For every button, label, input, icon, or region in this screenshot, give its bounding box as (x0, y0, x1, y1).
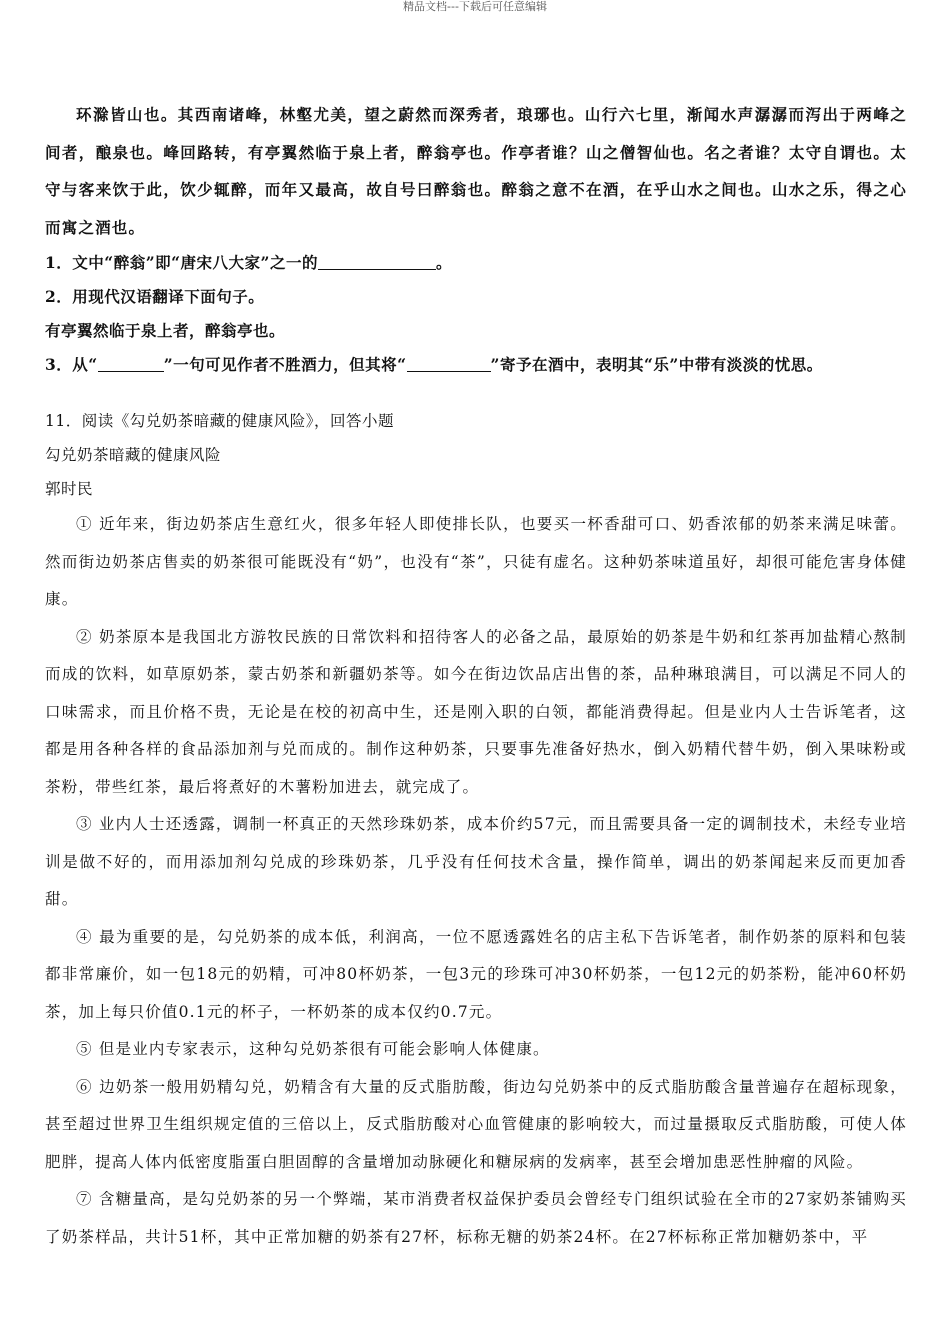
question-1-end: 。 (435, 253, 452, 272)
answer-blank-1[interactable] (318, 254, 436, 271)
article-paragraph-2: ② 奶茶原本是我国北方游牧民族的日常饮料和招待客人的必备之品，最原始的奶茶是牛奶和红茶再加盐精心熬制而成的饮料，如草原奶茶，蒙古奶茶和新疆奶茶等。如今在街边饮品店出售的茶，品种琳琅满目，可以满足不同人的口味需求，而且价格不贵，无论是在校的初高中生，还是刚入职的白领，都能消费得起。但是业内人士告诉笔者，这都是用各种各样的食品添加剂与兑而成的。制作这种奶茶，只要事先准备好热水，倒入奶精代替牛奶，倒入果味粉或茶粉，带些红茶，最后将煮好的木薯粉加进去，就完成了。 (45, 627, 907, 796)
section-gap (45, 382, 907, 404)
article-paragraph-6: ⑥ 边奶茶一般用奶精勾兑，奶精含有大量的反式脂肪酸，街边勾兑奶茶中的反式脂肪酸含量普遍存在超标现象，甚至超过世界卫生组织规定值的三倍以上，反式脂肪酸对心血管健康的影响较大，而过量摄取反式脂肪酸，可使人体肥胖，提高人体内低密度脂蛋白胆固醇的含量增加动脉硬化和糖尿病的发病率，甚至会增加患恶性肿瘤的风险。 (45, 1077, 907, 1171)
classical-passage: 环滁皆山也。其西南诸峰，林壑尤美，望之蔚然而深秀者，琅琊也。山行六七里，渐闻水声潺潺而泻出于两峰之间者，酿泉也。峰回路转，有亭翼然临于泉上者，醉翁亭也。作亭者谁？山之僧智仙也。名之者谁？太守自谓也。太守与客来饮于此，饮少辄醉，而年又最高，故自号曰醉翁也。醉翁之意不在酒，在乎山水之间也。山水之乐，得之心而寓之酒也。 (45, 105, 907, 237)
article-paragraph-4: ④ 最为重要的是，勾兑奶茶的成本低，利润高，一位不愿透露姓名的店主私下告诉笔者，制作奶茶的原料和包装都非常廉价，如一包18元的奶精，可冲80杯奶茶，一包3元的珍珠可冲30杯奶茶，一包12元的奶茶粉，能冲60杯奶茶，加上每只价值0.1元的杯子，一杯奶茶的成本仅约0.7元。 (45, 927, 907, 1021)
article-paragraph-7: ⑦ 含糖量高，是勾兑奶茶的另一个弊端，某市消费者权益保护委员会曾经专门组织试验在全市的27家奶茶铺购买了奶茶样品，共计51杯，其中正常加糖的奶茶有27杯，标称无糖的奶茶24杯。在27杯标称正常加糖奶茶中，平 (45, 1190, 907, 1246)
question-3-text-c: ”寄予在酒中，表明其“乐”中带有淡淡的忧思。 (490, 355, 823, 374)
question-1 (45, 246, 907, 280)
article-paragraph-5: ⑤ 但是业内专家表示，这种勾兑奶茶很有可能会影响人体健康。 (76, 1040, 550, 1058)
question-2: 2．用现代汉语翻译下面句子。 (45, 287, 265, 306)
answer-blank-3a[interactable] (98, 356, 164, 373)
question-2-sentence: 有亭翼然临于泉上者，醉翁亭也。 (45, 321, 286, 340)
question-3-text-a: 3．从“ (45, 355, 98, 374)
article-paragraph-1: ① 近年来，街边奶茶店生意红火，很多年轻人即使排长队，也要买一杯香甜可口、奶香浓郁的奶茶来满足味蕾。然而街边奶茶店售卖的奶茶很可能既没有“奶”，也没有“茶”，只徒有虚名。这种奶茶味道虽好，却很可能危害身体健康。 (45, 515, 907, 608)
question-1-text: 1．文中“醉翁”即“唐宋八大家”之一的 (45, 253, 318, 272)
question-3 (45, 348, 907, 382)
document-body (45, 96, 907, 1256)
page-header: 精品文档---下载后可任意编辑 (403, 0, 547, 13)
question-3-text-b: ”一句可见作者不胜酒力，但其将“ (163, 355, 407, 374)
article-author: 郭时民 (45, 480, 94, 498)
article-paragraph-3: ③ 业内人士还透露，调制一杯真正的天然珍珠奶茶，成本价约57元，而且需要具备一定的调制技术，未经专业培训是做不好的，而用添加剂勾兑成的珍珠奶茶，几乎没有任何技术含量，操作简单，调出的奶茶闻起来反而更加香甜。 (45, 815, 907, 908)
section-11-heading: 11．阅读《勾兑奶茶暗藏的健康风险》，回答小题 (45, 412, 394, 430)
answer-blank-3b[interactable] (407, 356, 491, 373)
article-title: 勾兑奶茶暗藏的健康风险 (45, 446, 222, 464)
